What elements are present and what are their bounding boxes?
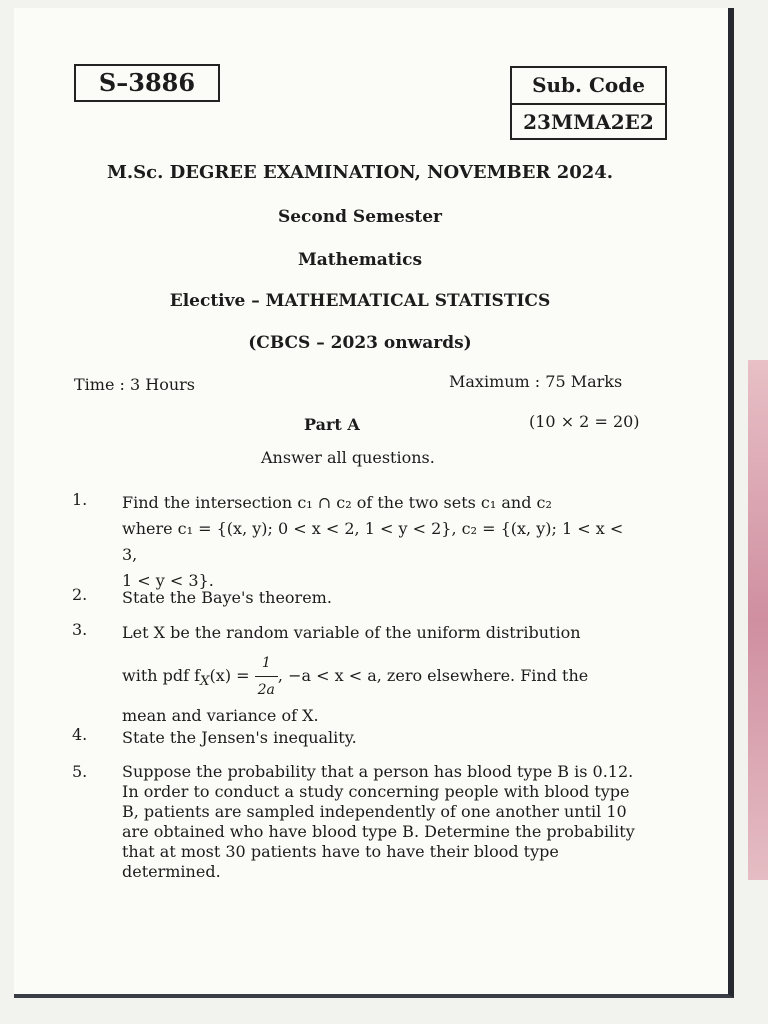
paper-name: Elective – MATHEMATICAL STATISTICS	[169, 291, 551, 311]
exam-title: M.Sc. DEGREE EXAMINATION, NOVEMBER 2024.	[106, 162, 614, 183]
sub-code-label: Sub. Code	[532, 73, 645, 97]
part-title: Part A	[304, 415, 360, 434]
question-number: 4.	[72, 725, 88, 744]
question-3	[70, 620, 640, 729]
question-text: Let X be the random variable of the uniform distribution	[122, 623, 581, 642]
instruction: Answer all questions.	[261, 448, 435, 467]
question-formula-line: with pdf $f_X(x)$ = $\frac{1}{2a}$ , −a < x < a, zero elsewhere. Find the	[122, 650, 640, 703]
exam-time: Time : 3 Hours	[74, 375, 196, 394]
question-text: Find the intersection c₁ ∩ c₂ of the two sets c₁ and c₂	[122, 493, 552, 512]
page-edge-shadow	[748, 360, 768, 880]
paper-code-box: S–3886	[74, 64, 220, 102]
fraction: $\frac{1}{2a}$	[255, 650, 278, 703]
question-number: 2.	[72, 585, 88, 604]
question-text: 1 < y < 3}.	[122, 571, 214, 590]
question-number: 5.	[72, 762, 88, 781]
subject: Mathematics	[297, 250, 423, 270]
question-5	[70, 762, 640, 882]
question-4	[70, 725, 640, 751]
scheme: (CBCS – 2023 onwards)	[248, 333, 472, 353]
question-text: State the Jensen's inequality.	[122, 728, 357, 747]
question-text: where c₁ = {(x, y); 0 < x < 2, 1 < y < 2}, c₂ = {(x, y); 1 < x < 3,	[122, 519, 624, 564]
question-number: 1.	[72, 490, 88, 509]
semester: Second Semester	[277, 207, 443, 227]
question-1	[70, 490, 640, 594]
subject-code-box	[510, 66, 667, 140]
question-text: State the Baye's theorem.	[122, 588, 332, 607]
question-2	[70, 585, 640, 611]
maximum-marks: Maximum : 75 Marks	[449, 372, 623, 391]
question-number: 3.	[72, 620, 88, 639]
sub-code-value: 23MMA2E2	[512, 103, 665, 140]
question-text: Suppose the probability that a person has blood type B is 0.12. In order to conduct a study concerning people with blood type B, patients are sampled independently of one another until 10 are obtained who have blood type B. Determine the probability that at most 30 patients have to have their blood type determined.	[122, 762, 635, 881]
part-marks: (10 × 2 = 20)	[529, 412, 640, 431]
question-text: mean and variance of X.	[122, 706, 319, 725]
